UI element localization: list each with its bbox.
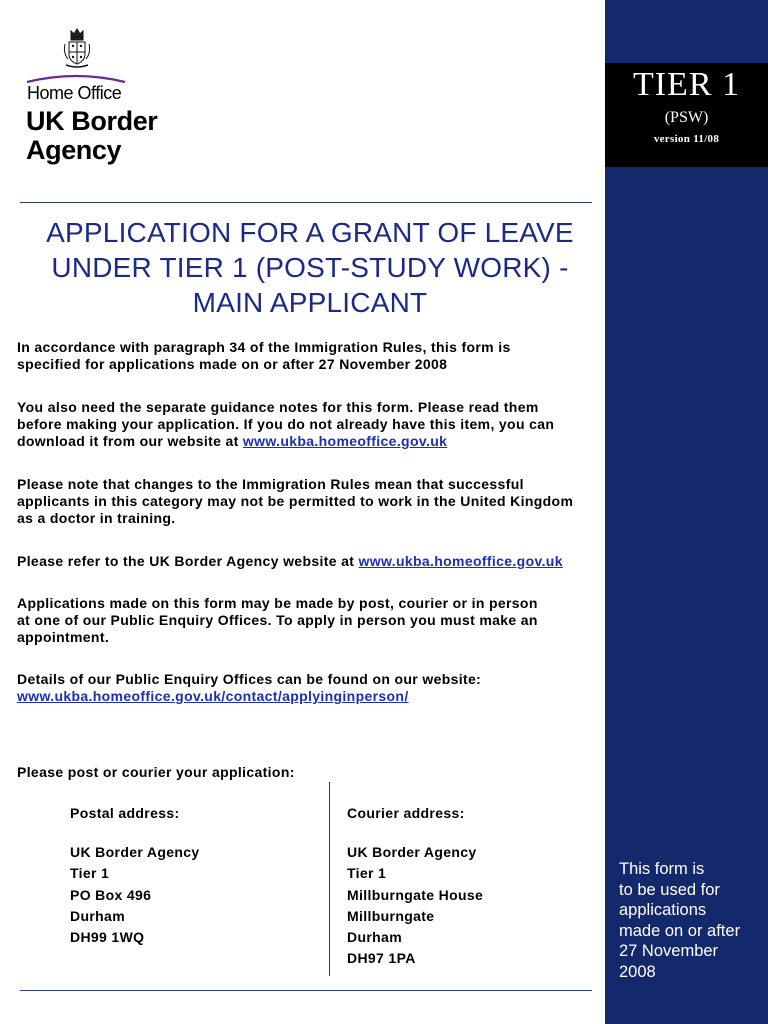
courier-address	[347, 842, 483, 970]
form-version: version 11/08	[653, 133, 720, 145]
paragraph-rules	[17, 339, 607, 373]
tier-box	[605, 63, 768, 167]
paragraph-line: specified for applications made on or after 27 November 2008	[17, 356, 448, 372]
royal-coat-of-arms-icon	[62, 27, 92, 71]
courier-address-heading: Courier address:	[347, 805, 465, 821]
paragraph-text: Please refer to the UK Border Agency website at	[17, 553, 359, 569]
website-link[interactable]: www.ukba.homeoffice.gov.uk	[242, 433, 448, 449]
address-line: Durham	[347, 929, 402, 946]
paragraph-line: appointment.	[17, 629, 110, 645]
paragraph-doctor-note	[17, 476, 607, 527]
title-line1: APPLICATION FOR A GRANT OF LEAVE	[46, 217, 574, 248]
address-line: DH99 1WQ	[70, 929, 145, 946]
tier-title: TIER 1	[632, 66, 741, 103]
sidebar-note: This form is to be used for applications made on or after 27 November 2008	[619, 860, 741, 981]
enquiry-offices-link[interactable]: www.ukba.homeoffice.gov.uk/contact/applyinginperson/	[17, 688, 409, 704]
address-line: DH97 1PA	[347, 950, 416, 967]
address-line: Durham	[70, 907, 125, 924]
title-line3: MAIN APPLICANT	[192, 287, 428, 318]
paragraph-line: In accordance with paragraph 34 of the Immigration Rules, this form is	[17, 339, 511, 355]
paragraph-line: Please note that changes to the Immigration Rules mean that successful	[17, 476, 524, 492]
website-link[interactable]: www.ukba.homeoffice.gov.uk	[358, 553, 563, 569]
paragraph-enquiry-offices	[17, 671, 607, 705]
paragraph-line: as a doctor in training.	[17, 510, 176, 526]
address-line: PO Box 496	[70, 886, 152, 903]
paragraph-line: at one of our Public Enquiry Offices. To apply in person you must make an	[17, 612, 538, 628]
tier-subtitle: (PSW)	[664, 109, 709, 126]
paragraph-text: download it from our website at	[17, 433, 243, 449]
logo-agency-line1: UK Border	[26, 106, 158, 136]
postal-address-heading: Postal address:	[70, 805, 180, 821]
page-title	[20, 215, 600, 320]
address-divider	[329, 782, 330, 976]
paragraph-line: Applications made on this form may be made by post, courier or in person	[17, 595, 538, 611]
postal-address	[70, 842, 200, 948]
logo-agency-line2: Agency	[26, 135, 122, 165]
paragraph-line: You also need the separate guidance notes for this form. Please read them	[17, 399, 539, 415]
paragraph-line: before making your application. If you do not already have this item, you can	[17, 416, 555, 432]
logo-agency	[26, 107, 226, 165]
paragraph-line	[17, 433, 607, 450]
logo-department: Home Office	[27, 83, 122, 103]
bottom-divider	[20, 990, 592, 991]
address-line: UK Border Agency	[70, 844, 200, 860]
paragraph-line: Details of our Public Enquiry Offices can be found on our website:	[17, 671, 482, 687]
address-line: UK Border Agency	[347, 844, 477, 860]
title-line2: UNDER TIER 1 (POST-STUDY WORK) -	[51, 252, 569, 283]
paragraph-submission-methods	[17, 595, 607, 646]
paragraph-refer	[17, 553, 607, 570]
address-line: Tier 1	[70, 865, 110, 882]
paragraph-line: applicants in this category may not be permitted to work in the United Kingdom	[17, 493, 574, 509]
address-line: Tier 1	[347, 865, 387, 882]
paragraph-line	[17, 688, 607, 705]
paragraph-post-instructions: Please post or courier your application:	[17, 764, 295, 780]
paragraph-guidance	[17, 399, 607, 450]
address-line: Millburngate House	[347, 886, 484, 903]
top-divider	[20, 202, 592, 203]
address-line: Millburngate	[347, 907, 435, 924]
